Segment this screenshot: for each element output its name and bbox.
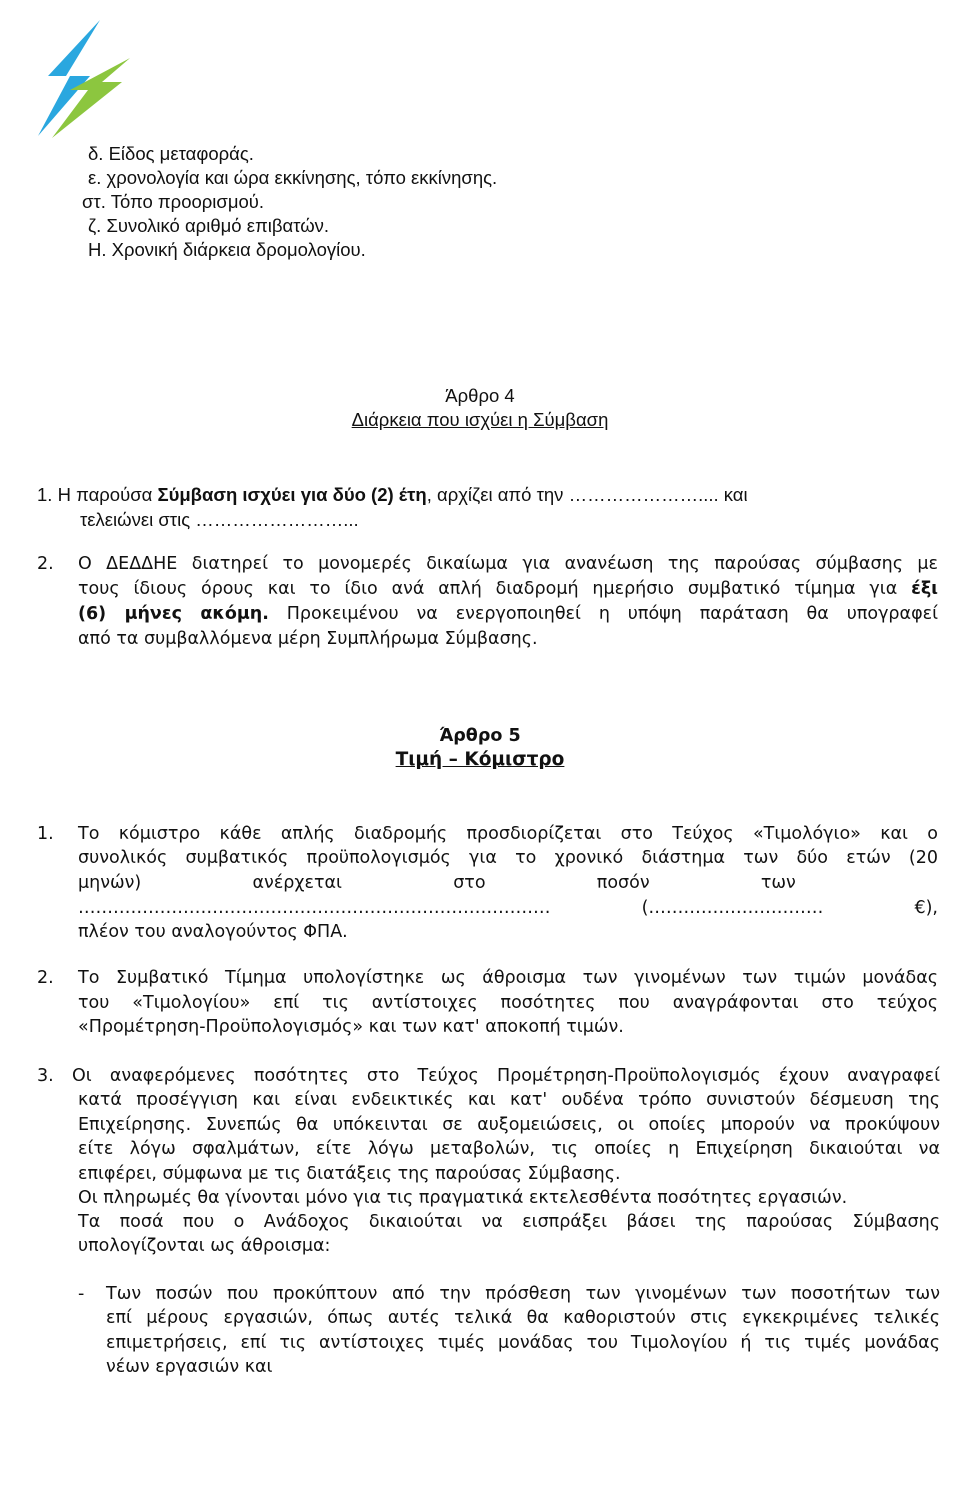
- article5-para3-line: Επιχείρησης. Συνεπώς θα υπόκεινται σε αυξομειώσεις, οι οποίες μπορούν να προκύψουν: [78, 1115, 940, 1135]
- article4-para2-line1: Ο ΔΕΔΔΗΕ διατηρεί το μονομερές δικαίωμα για ανανέωση της παρούσας σύμβασης με: [78, 554, 938, 574]
- article5-para1-line1: Το κόμιστρο κάθε απλής διαδρομής προσδιορίζεται στο Τεύχος «Τιμολόγιο» και ο: [78, 824, 938, 844]
- bullet-marker: -: [78, 1284, 85, 1304]
- article4-title: Διάρκεια που ισχύει η Σύμβαση: [351, 409, 609, 430]
- article5-para3-line: υπολογίζονται ως άθροισμα:: [78, 1236, 331, 1256]
- bullet-line: επιμετρήσεις, επί τις αντίστοιχες τιμές μονάδας του Τιμολογίου ή τις τιμές μονάδας: [106, 1333, 940, 1353]
- article5-para3-line: Οι αναφερόμενες ποσότητες στο Τεύχος Προμέτρηση-Προϋπολογισμός έχουν αναγραφεί: [72, 1066, 940, 1086]
- article5-para1-line4: ……………………………………………………………………… (………………………… €),: [78, 898, 938, 918]
- article5-para2-marker: 2.: [37, 968, 54, 988]
- article5-para3-marker: 3.: [37, 1066, 54, 1086]
- bullet-line: νέων εργασιών και: [106, 1357, 273, 1377]
- article4-para2-marker: 2.: [37, 554, 54, 574]
- list-item: στ. Τόπο προορισμού.: [82, 191, 265, 212]
- article5-para2-line2: του «Τιμολογίου» επί τις αντίστοιχες ποσότητες που αναγράφονται στο τεύχος: [78, 993, 938, 1013]
- article5-para1-line5: πλέον του αναλογούντος ΦΠΑ.: [78, 922, 348, 942]
- company-logo: [30, 18, 140, 138]
- article4-para2-line2: τους ίδιους όρους και το ίδιο ανά απλή διαδρομή ημερήσιο συμβατικό τίμημα για έξι: [78, 579, 938, 599]
- article5-para2-line1: Το Συμβατικό Τίμημα υπολογίστηκε ως άθροισμα των γινομένων των τιμών μονάδας: [78, 968, 938, 988]
- article5-para1-marker: 1.: [37, 824, 54, 844]
- article5-number: Άρθρο 5: [439, 726, 521, 746]
- article5-para3-line: Τα ποσά που ο Ανάδοχος δικαιούται να εισπράξει βάσει της παρούσας Σύμβασης: [78, 1212, 940, 1232]
- list-item: ε. χρονολογία και ώρα εκκίνησης, τόπο εκκίνησης.: [88, 167, 498, 188]
- article4-para1: 1. Η παρούσα Σύμβαση ισχύει για δύο (2) έτη, αρχίζει από την ………………….... και: [37, 484, 748, 505]
- bullet-line: Των ποσών που προκύπτουν από την πρόσθεση των γινομένων των ποσοτήτων των: [106, 1284, 940, 1304]
- article5-para3-line: κατά προσέγγιση και είναι ενδεικτικές και κατ' ουδένα τρόπο συνιστούν δέσμευση της: [78, 1090, 940, 1110]
- article4-para2-line4: από τα συμβαλλόμενα μέρη Συμπλήρωμα Σύμβασης.: [78, 629, 538, 649]
- bullet-line: επί μέρους εργασιών, όπως αυτές τελικά θα καθοριστούν στις εγκεκριμένες τελικές: [106, 1308, 940, 1328]
- article5-para1-line2: συνολικός συμβατικός προϋπολογισμός για το χρονικό διάστημα των δύο ετών (20: [78, 848, 938, 868]
- article5-para3-line: είτε λόγω σφαλμάτων, είτε λόγω μεταβολών, τις οποίες η Επιχείρηση δικαιούται να: [78, 1139, 940, 1159]
- article4-para1-line2: τελειώνει στις ……………………...: [80, 509, 359, 530]
- article5-para3-line: επιφέρει, σύμφωνα με τις διατάξεις της παρούσας Σύμβασης.: [78, 1164, 621, 1184]
- list-item: δ. Είδος μεταφοράς.: [88, 143, 254, 164]
- article5-para1-line3: μηνών) ανέρχεται στο ποσόν των: [78, 873, 796, 893]
- article5-title: Τιμή – Κόμιστρο: [395, 749, 565, 770]
- article5-para2-line3: «Προμέτρηση-Προϋπολογισμός» και των κατ' αποκοπή τιμών.: [78, 1017, 624, 1037]
- list-item: ζ. Συνολικό αριθμό επιβατών.: [88, 215, 330, 236]
- article4-number: Άρθρο 4: [445, 385, 515, 406]
- article5-para3-line: Οι πληρωμές θα γίνονται μόνο για τις πραγματικά εκτελεσθέντα ποσότητες εργασιών.: [78, 1188, 848, 1208]
- article4-para2-line3: (6) μήνες ακόμη. Προκειμένου να ενεργοποιηθεί η υπόψη παράταση θα υπογραφεί: [78, 604, 938, 624]
- list-item: Η. Χρονική διάρκεια δρομολογίου.: [88, 239, 366, 260]
